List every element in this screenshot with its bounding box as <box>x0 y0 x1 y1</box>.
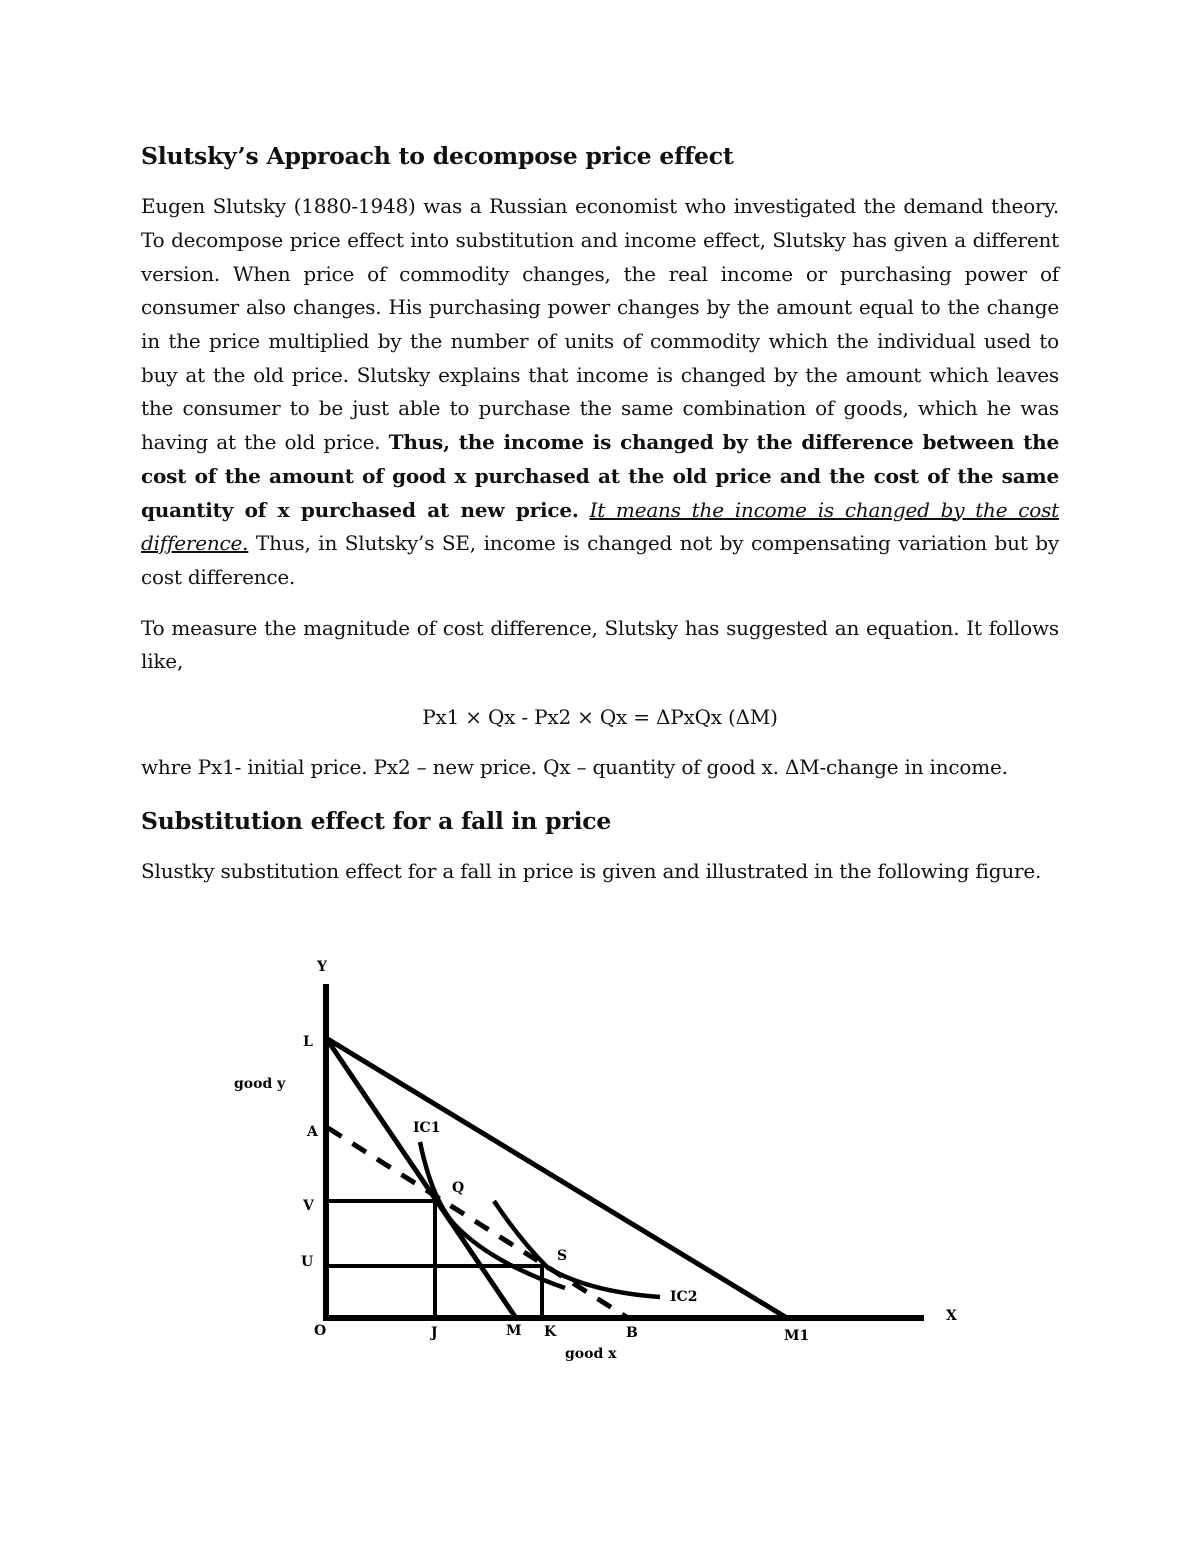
section-heading-slutsky-approach: Slutsky’s Approach to decompose price effect <box>141 142 734 170</box>
slutsky-equation: Px1 × Qx - Px2 × Qx = ΔPxQx (ΔM) <box>422 705 778 730</box>
label-S: S <box>557 1248 568 1264</box>
indifference-curve-IC2 <box>494 1201 660 1297</box>
document-page <box>141 130 1059 889</box>
intro-bold-text: Thus, the income is changed by the difference between the cost of the amount of good x purchased at the old price and the cost of the same quantity of x purchased at new price. <box>141 430 1059 522</box>
label-V: V <box>303 1198 314 1214</box>
label-A: A <box>307 1124 318 1140</box>
budget-line-LM1 <box>326 1038 787 1318</box>
label-J: J <box>431 1325 438 1341</box>
paragraph-cost-difference: To measure the magnitude of cost difference, Slutsky has suggested an equation. It follows like, <box>141 615 1059 674</box>
slutsky-substitution-figure <box>225 950 985 1370</box>
label-good-y: good y <box>234 1076 286 1092</box>
budget-line-LM <box>326 1038 516 1318</box>
label-IC2: IC2 <box>670 1289 698 1305</box>
label-K: K <box>544 1324 557 1340</box>
paragraph-slutsky-intro <box>141 190 1059 594</box>
label-M1: M1 <box>784 1328 810 1344</box>
label-x-axis: X <box>946 1308 957 1324</box>
section-heading-substitution-effect: Substitution effect for a fall in price <box>141 806 612 835</box>
intro-underlined-text: It means the income is changed by the cost difference. <box>141 497 1059 556</box>
label-M: M <box>506 1323 522 1339</box>
label-good-x: good x <box>565 1346 617 1362</box>
label-U: U <box>301 1254 314 1270</box>
label-IC1: IC1 <box>413 1120 441 1136</box>
intro-text: Eugen Slutsky (1880-1948) was a Russian economist who investigated the demand theory. To decompose price effect into substitution and income effect, Slutsky has given a different version. When price of commodity changes, the real income or purchasing power of consumer also changes. His purchasing power changes by the amount equal to the change in the price multiplied by the number of units of commodity which the individual used to buy at the old price. Slutsky explains that income is changed by the amount which leaves the consumer to be just able to purchase the same combination of goods, which he was having at the old price. <box>141 194 1059 455</box>
label-Q: Q <box>452 1180 465 1196</box>
label-y-axis: Y <box>317 959 327 975</box>
intro-end-text: Thus, in Slutsky’s SE, income is changed not by compensating variation but by cost difference. <box>141 531 1059 589</box>
label-L: L <box>303 1034 313 1050</box>
budget-line-AB-dashed <box>328 1128 628 1318</box>
label-B: B <box>626 1325 638 1341</box>
label-origin: O <box>314 1323 327 1339</box>
paragraph-figure-intro: Slustky substitution effect for a fall in price is given and illustrated in the following figure. <box>141 858 1042 883</box>
paragraph-definitions: whre Px1- initial price. Px2 – new price. Qx – quantity of good x. ΔM-change in income. <box>141 755 1008 780</box>
